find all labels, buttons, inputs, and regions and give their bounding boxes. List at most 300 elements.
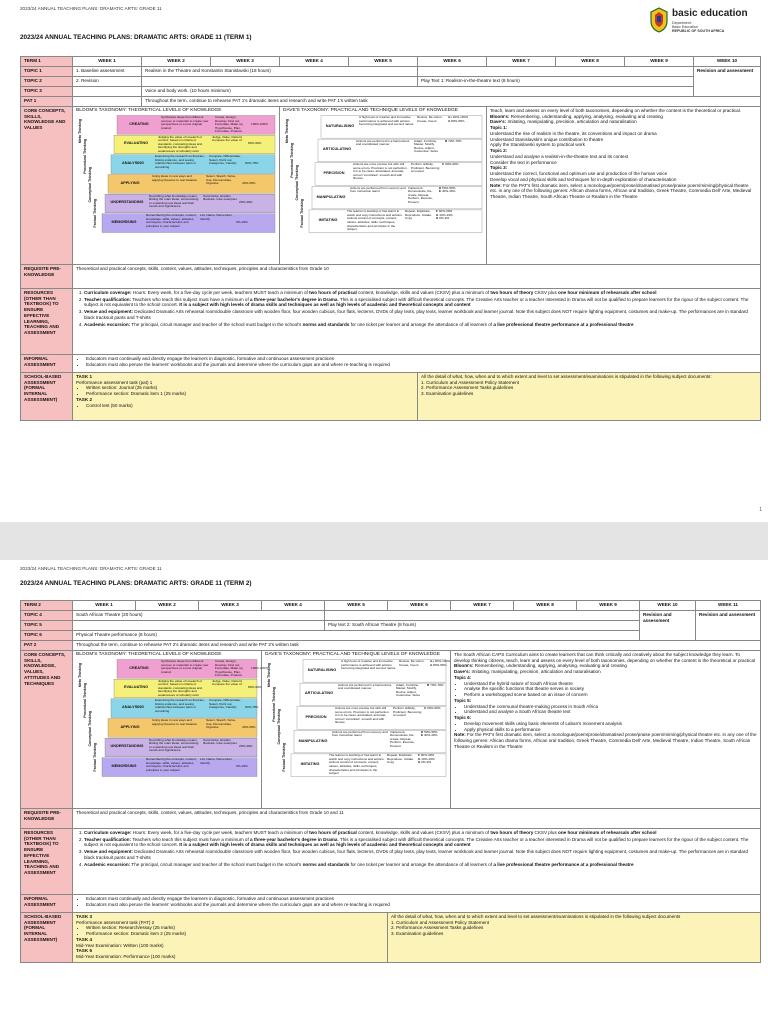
dave-level-verbs: Adapt, Combine, Master, Modify, Revise, Adjust, Customise, Solve	[396, 682, 421, 698]
week-header: WEEK 1	[73, 57, 142, 67]
pat1-label: Performance assessment task (pat) 1	[76, 379, 153, 385]
dave-code: A+	[430, 658, 435, 663]
dave-code: D	[439, 185, 443, 190]
dave-level-name: IMITATING	[318, 218, 338, 223]
bloom-level-pct: 80%-90%	[248, 685, 262, 690]
bloom-level-desc: Judging the value of research or content, based on criteria or standards, comparing ideas and identifying the strengths and weaknesses of scholarly work	[158, 678, 203, 697]
bloom-axis-label: Procedural Thinking	[83, 682, 87, 718]
bloom-axis-label: Factual Thinking	[93, 198, 97, 228]
dave-level-name: MANIPULATING	[316, 194, 346, 199]
resource-text: It is a subject with high levels of drama skills and techniques as well as high levels of academic and theoretical concepts and content	[179, 302, 471, 308]
resource-text: two hours of theory	[490, 290, 534, 295]
dave-code-range: 80%-89%	[432, 662, 447, 667]
dave-level-codes	[439, 187, 473, 194]
bloom-cell	[73, 651, 268, 809]
outcome-heading: Topic 1:	[490, 125, 508, 131]
core-outcomes-list	[490, 108, 757, 200]
dave-level-desc: Actions are performed from memory and from instruction learnt	[350, 185, 406, 194]
list-item: 2. Performance Assessment Tasks guidelines	[421, 385, 514, 391]
outcome-text: Imitating, manipulating, precision, articulation and naturalisation	[506, 119, 637, 125]
topic6-heading: Topic 6:	[454, 715, 472, 721]
dave-code: B	[445, 138, 449, 143]
bloom-level-verbs: Judge, Value, Defend, Compare the value of	[212, 134, 243, 143]
dave-level-codes	[445, 140, 479, 144]
list-item: • Educators must also peruse the learners' workbooks and the journals and determine where the curriculum gaps are and where re-teaching is required	[86, 902, 757, 908]
resource-text: The principal, circuit manager and teacher of the school must budget in the school's	[130, 321, 303, 327]
bloom-level-pct: 100%-100%	[251, 665, 268, 670]
dave-code-row	[436, 217, 470, 221]
outcome-heading: Bloom's:	[454, 663, 474, 669]
list-item: 3. Examination guidelines	[421, 391, 474, 397]
resource-text: Teacher qualification:	[84, 296, 132, 302]
week-header: WEEK 1	[73, 601, 136, 611]
resource-item	[84, 837, 757, 848]
dave-taxonomy	[265, 658, 451, 777]
dave-code: D	[421, 729, 425, 734]
dave-code-row	[445, 140, 479, 144]
resource-item	[84, 309, 757, 320]
list-item: 1. Curriculum and Assessment Policy Statement	[391, 919, 490, 925]
week-header: WEEK 3	[211, 57, 280, 67]
week-header: WEEK 10	[694, 57, 761, 67]
bloom-level-desc: Synthesise ideas from different sources or materials to create new perspectives or a new original product	[161, 114, 209, 130]
logo-sub2: Basic Education	[672, 25, 698, 29]
dave-axis-label: Meta Thinking	[267, 662, 271, 688]
dave-level-name: NATURALISING	[307, 667, 337, 672]
task2-items	[86, 403, 414, 409]
dave-code-range: 0%-9%	[439, 216, 450, 221]
week-header: WEEK 9	[577, 601, 640, 611]
revision-cell: Revision and assessment	[694, 67, 761, 97]
list-item: • Understand the hybrid nature of South African theatre	[464, 681, 757, 687]
logo-sub3: REPUBLIC OF SOUTH AFRICA	[672, 29, 725, 33]
revision-item-cell	[73, 77, 142, 87]
dave-axis-label: Conceptual Thinking	[277, 708, 281, 745]
page-gap	[0, 522, 768, 560]
dave-code-range: 90%-100%	[452, 114, 469, 119]
running-header: 2023/24 ANNUAL TEACHING PLANS: DRAMATIC ARTS: GRADE 11	[20, 6, 162, 11]
bloom-level-name: APPLYING	[120, 724, 140, 729]
resource-text: norms and standards	[302, 861, 350, 867]
list-item: • Analyse the specific functions that theatre serves in society	[464, 686, 757, 692]
dave-axis-label: Conceptual Thinking	[295, 164, 299, 201]
dave-code-range: 10%-19%	[439, 212, 453, 217]
task5-text: Mid-Year Examination: Performance (100 marks)	[76, 954, 176, 960]
dave-code-range: 30%-39%	[438, 209, 453, 214]
topic6-cell: Physical Theatre performance (8 hours)	[73, 631, 640, 641]
logo-name: basic education	[672, 8, 748, 19]
resource-text: Dedicated Dramatic Arts rehearsal room/double classroom with wooden floor, four wooden cubicus, four flats, lecterns, DVDs of play texts, play texts, learner workbook and learner journal. Note this subject does NOT require lighting equipment, costumes and make-up. The performances are in standard black tracksuit pants and T-shirts	[84, 849, 748, 860]
dave-level-verbs: Implement, Demonstrate, Re-create, Repeat, Perform, Execute, Present	[390, 729, 415, 748]
resource-text: Venue and equipment:	[84, 309, 134, 315]
week-header: WEEK 10	[640, 601, 696, 611]
core-label: CORE CONCEPTS, SKILLS, KNOWLEDGE AND VALUES	[21, 107, 73, 265]
resource-text: Curriculum coverage:	[84, 830, 132, 835]
list-item: 3. Examination guidelines	[391, 931, 444, 937]
dave-axis-label: Factual Thinking	[300, 198, 304, 228]
dave-level-name: MANIPULATING	[298, 738, 328, 743]
week-header: WEEK 7	[487, 57, 556, 67]
bloom-level-pct: 20%-39%	[239, 744, 253, 749]
dave-level-verbs: Repeat, Duplicate, Reproduce, Imitate, Copy	[405, 209, 432, 221]
bloom-level-pct: 60%-79%	[245, 161, 259, 166]
bloom-axis-label: Procedural Thinking	[83, 138, 87, 174]
dave-code: A+	[448, 114, 453, 119]
resource-item	[84, 322, 757, 328]
sba-docs	[418, 373, 761, 421]
empty-cell	[73, 97, 142, 107]
dave-code: F	[436, 209, 439, 214]
bloom-level-verbs: Create, Design, Develop, Find out, Formulate, Make up, Hypothesise, Plan, Formulate, Produce	[215, 114, 244, 134]
list-item: • Performance section: Dramatic item 2 (25 marks)	[86, 931, 384, 937]
bloom-axis-label: Conceptual Thinking	[88, 166, 92, 203]
dave-level-name: ARTICULATING	[322, 147, 352, 152]
list-item: • Apply physical skills to a performance	[464, 727, 757, 733]
resource-text: Curriculum coverage:	[84, 290, 132, 295]
sba-intro: All the detail of what, how, when and to which extent and level to set assessment/examinations is stipulated in the following subject documents:	[421, 374, 712, 379]
dave-code: A	[430, 662, 433, 667]
resource-text: a live professional theatre performance at a professional theatre	[493, 321, 634, 327]
topic6-label: TOPIC 6	[21, 631, 73, 641]
revision-cell-2: Revision and assessment	[696, 611, 761, 641]
bloom-level-name: CREATING	[129, 121, 149, 126]
note-text: For the PAT's first dramatic item, select a monologue/poem/prose/dramatised prose/praise poem/miming/physical theatre etc. in any one of the following genres: African drama forms, African oral tradition, Greek Theatre, Commedia Dell' Arte, Medieval Theatre, Indian Theatre, South African Theatre or Realism in the Theatre	[454, 732, 757, 749]
core-outcomes	[487, 107, 761, 265]
dave-level-verbs: Review, Re-vision, Create, Invent	[417, 114, 443, 123]
outcome-heading: Dave's:	[490, 119, 507, 125]
week-header: WEEK 4	[280, 57, 349, 67]
bloom-taxonomy	[76, 115, 276, 233]
term-label: TERM 2	[21, 601, 73, 611]
dave-code-range: 60%-69%	[445, 162, 459, 167]
dave-code: G	[418, 756, 422, 761]
week-header: WEEK 8	[556, 57, 625, 67]
list-item: • Written section: Journal (25 marks)	[86, 385, 414, 391]
bloom-level-desc: Synthesise ideas from different sources or materials to create new perspectives or a new original product	[161, 658, 209, 674]
resource-text: Teachers who teach this subject must have a minimum of	[131, 836, 251, 842]
outcome-text: Remembering, understanding, applying, analysing, evaluating and creating	[509, 113, 663, 119]
week-header: WEEK 7	[451, 601, 514, 611]
bloom-level-name: UNDERSTANDING	[110, 744, 144, 749]
bloom-level-verbs: Judge, Value, Defend, Compare the value of	[212, 678, 243, 687]
resource-text: content, knowledge, skills and values (CKSV) plus a minimum of	[356, 290, 491, 295]
week-header: WEEK 6	[388, 601, 451, 611]
dave-level-desc: Actions are more precise but with still some errors. Precision is not perfection. It is to be clean, articulated, accurate, correct 'controlled', smooth and with finesse	[335, 706, 390, 725]
requisite-cell: Theoretical and practical concepts, skills, content, values, attitudes, techniques, principles and characteristics from Grade 10 and 11	[73, 809, 761, 829]
sba-tasks	[73, 373, 418, 421]
resource-text: two hours of practical	[309, 290, 357, 295]
empty-cell	[142, 77, 418, 87]
resource-item	[84, 849, 757, 860]
pat-cell: Throughout the term, continue to rehearse PAT 1's dramatic items and research and write PAT 1's written task	[142, 97, 761, 107]
bloom-level-desc: Examining the research on theories, linking evidence, and seeing relationships between parts or something	[155, 154, 205, 169]
informal-cell	[73, 355, 761, 373]
dave-level-name: NATURALISING	[325, 123, 355, 128]
dave-axis-label: Meta Thinking	[285, 118, 289, 144]
bloom-level-verbs: List, Name, Remember, Identify	[200, 757, 233, 765]
dave-axis-label: Factual Thinking	[282, 742, 286, 772]
list-item: • Develop movement skills using basic elements of Laban's movement analysis	[464, 721, 757, 727]
resource-text: Venue and equipment:	[84, 849, 134, 855]
dave-title: DAVE'S TAXONOMY: PRACTICAL AND TECHNIQUE LEVELS OF KNOWLEDGE	[283, 108, 458, 113]
topic3-cell: Voice and body work. (10 hours minimum)	[142, 87, 694, 97]
resource-text: It is a subject with high levels of drama skills and techniques as well as high levels of academic and theoretical concepts and content	[179, 842, 471, 848]
bloom-level-name: EVALUATING	[123, 141, 149, 146]
bloom-axis-label: Meta Thinking	[78, 662, 82, 688]
dave-code-range: 10%-19%	[421, 756, 435, 761]
bloom-level-verbs: Select, Sketch, Solve, Use, Demonstrate, Organise	[206, 717, 237, 730]
topic4-label: TOPIC 4	[21, 611, 73, 621]
dave-level-desc: A high level of creative and innovative performance is achieved with actions becoming integrated and second nature	[341, 658, 396, 671]
list-item: 1. Curriculum and Assessment Policy Statement	[421, 379, 520, 385]
week-header: WEEK 2	[142, 57, 211, 67]
baseline-cell	[73, 67, 142, 77]
list-item: • Understand and analyse a South African theatre text	[464, 709, 757, 715]
note-heading: Note:	[454, 732, 466, 738]
resource-text: CKSV plus	[533, 290, 559, 295]
task4-heading: TASK 4	[76, 936, 92, 942]
pat1-items	[86, 385, 414, 396]
resource-text: two hours of practical	[309, 830, 357, 835]
requisite-cell: Theoretical and practical concepts, skills, content, values, attitudes, techniques, principles and characteristics from Grade 10	[73, 265, 761, 289]
resources-label: RESOURCES (OTHER THAN TEXTBOOK) TO ENSURE EFFECTIVE LEARNING, TEACHING AND ASSESSMENT	[21, 829, 73, 895]
task4-text: Mid-Year Examination: Written (100 marks)	[76, 942, 164, 948]
resources-list	[84, 830, 757, 867]
resource-text: Academic excursion:	[84, 861, 131, 867]
sba-intro: All the detail of what, how, when and to which extent and level to set assessment/examinations is stipulated in the following subject documents	[391, 914, 681, 919]
outcome-heading: Note:	[490, 182, 502, 188]
revision-cell: Revision and assessment	[640, 611, 696, 641]
dave-code: C	[424, 706, 428, 711]
requisite-label: REQUISITE PRE-KNOWLEDGE	[21, 809, 73, 829]
empty-cell	[325, 611, 640, 621]
core-outcomes	[451, 651, 761, 809]
resource-item	[84, 290, 757, 296]
dave-code-row	[448, 120, 482, 124]
task5-heading: TASK 5	[76, 948, 92, 954]
bloom-level-verbs: Compare, Differentiate, Select, Point out, Categorise, Classify	[209, 698, 241, 710]
dave-level-codes	[427, 684, 461, 688]
page-term2	[0, 560, 768, 1024]
resource-text: for one ticket per learner and arrange the attendance of all learners of	[349, 861, 494, 867]
resource-text: Hours: Every week, for a five-day cycle per week, teachers MUST teach a minimum of	[131, 830, 310, 835]
requisite-label: REQUISITE PRE-KNOWLEDGE	[21, 265, 73, 289]
week-header: WEEK 5	[325, 601, 388, 611]
topic5-heading: Topic 5:	[454, 697, 472, 703]
dave-code: B	[427, 682, 431, 687]
resource-text: CKSV plus	[533, 830, 559, 835]
resource-text: Dedicated Dramatic Arts rehearsal room/double classroom with wooden floor, four wooden cubicus, four flats, lecterns, DVDs of play texts, play texts, learner workbook and learner journal. Note this subject does NOT require lighting equipment, costumes and make-up. The performances are in standard black tracksuit pants and T-shirts	[84, 309, 748, 320]
informal-cell	[73, 895, 761, 913]
dave-code-row	[421, 734, 455, 738]
dave-code-range: 30%-39%	[420, 753, 435, 758]
bloom-level-verbs: List, Name, Remember, Identify	[200, 213, 233, 221]
resource-text: . This is a specialised subject with difficult theoretical concepts. The Creative Arts teacher or a teacher interested in Drama will not be qualified to prepare learners for the rigour of the subject content. The subject is not equivalent to the school concert.	[84, 836, 749, 848]
resource-item	[84, 862, 757, 868]
bloom-level-pct: 40%-59%	[242, 180, 256, 185]
bloom-level-desc: Remembering the concepts, content, knowledge, skills, values, attitudes, techniques, characteristics and principles in your subject	[146, 757, 197, 772]
outcome-text: Develop vocal and physical skills and techniques for in-depth exploration of characterisation	[490, 176, 677, 182]
baseline-item: 1. Baseline assessment	[76, 68, 125, 73]
topic2-label: TOPIC 2	[21, 77, 73, 87]
dave-level-desc: A high level of creative and innovative performance is achieved with actions becoming integrated and second nature	[359, 114, 414, 127]
dave-code: E	[439, 189, 442, 194]
dave-code: A	[448, 118, 451, 123]
informal-list	[86, 356, 757, 367]
dave-level-codes	[448, 116, 482, 123]
outcome-text: Remembering, understanding, applying, analysing, evaluating and creating	[473, 663, 627, 669]
list-item: • Educators must continually and directly engage the learners in diagnostic, formative and continuous assessment practices	[86, 356, 757, 362]
term1-table	[20, 56, 761, 421]
bloom-axis-label: Conceptual Thinking	[88, 710, 92, 747]
list-item: • Written section: Research/essay (25 marks)	[86, 925, 384, 931]
revision-item: 2. Revision	[76, 78, 99, 83]
topic4-outcomes	[464, 681, 757, 698]
outcome-text: Understand the rise of realism in the theatre, its conventions and impact on drama	[490, 130, 657, 136]
pat-label: PAT 1	[21, 97, 73, 107]
sba-label: SCHOOL-BASED ASSESSMENT (FORMAL INTERNAL ASSESSMENT)	[21, 913, 73, 963]
bloom-level-verbs: Summarise, Explain, Illustrate, Give examples	[203, 193, 237, 202]
bloom-axis-label: Meta Thinking	[78, 118, 82, 144]
dave-cell	[262, 651, 451, 809]
bloom-level-pct: 80%-90%	[248, 141, 262, 146]
week-header: WEEK 5	[349, 57, 418, 67]
dave-level-desc: Actions are performed in a harmonious and coordinated manner	[338, 682, 392, 691]
outcome-text: Teach, learn and assess on every level of both taxonomies, depending on whether the content is the theoretical or practical.	[490, 108, 742, 113]
dave-code-range: 50%-59%	[442, 185, 456, 190]
dave-code-range: 60%-69%	[427, 706, 441, 711]
bloom-level-pct: 20%-39%	[239, 200, 253, 205]
topic1-cell: Realism in the Theatre and Konstantin Stanislavski (18 hours)	[142, 67, 418, 77]
bloom-title: BLOOM'S TAXONOMY: THEORETICAL LEVELS OF KNOWLEDGE	[76, 652, 222, 657]
pat2-label: Performance assessment task (PAT) 2	[76, 919, 155, 925]
core-label: CORE CONCEPTS, SKILLS, KNOWLEDGE, VALUES, ATTITUDES AND TECHNIQUES	[21, 651, 73, 809]
term2-title: 2023/24 ANNUAL TEACHING PLANS: DRAMATIC ARTS: GRADE 11 (TERM 2)	[20, 580, 252, 587]
list-item: • Control test (50 marks)	[86, 403, 414, 409]
bloom-level-desc: Judging the value of research or content, based on criteria or standards, comparing ideas and identifying the strengths and weaknesses of scholarly work	[158, 134, 203, 153]
bloom-level-desc: Using ideas in new ways and applying theories to real situation	[152, 173, 198, 182]
bloom-level-verbs: Create, Design, Develop, Find out, Formulate, Make up, Hypothesise, Plan, Formulate, Produce	[215, 658, 244, 678]
bloom-level-desc: Remembering the concepts, content, knowledge, skills, values, attitudes, techniques, characteristics and principles in your subject	[146, 213, 197, 228]
dave-level-codes	[442, 163, 476, 167]
week-header: WEEK 11	[696, 601, 761, 611]
outcome-heading: Topic 2:	[490, 148, 508, 154]
dave-axis-label: Procedural Thinking	[272, 686, 276, 722]
topic6-outcomes	[464, 721, 757, 732]
task1-heading: TASK 1	[76, 374, 92, 379]
resources-label: RESOURCES (OTHER THAN TEXTBOOK) TO ENSURE EFFECTIVE LEARNING, TEACHING AND ASSESSMENT	[21, 289, 73, 355]
sba-label: SCHOOL-BASED ASSESSMENT (FORMAL INTERNAL ASSESSMENT)	[21, 373, 73, 421]
dave-level-verbs: Implement, Demonstrate, Re-create, Repeat, Perform, Execute, Present	[408, 185, 433, 204]
outcome-heading: Bloom's:	[490, 113, 510, 119]
dave-level-name: PRECISION	[323, 170, 345, 175]
topic4-cell: South African Theatre (20 hours)	[73, 611, 325, 621]
dave-code-row	[424, 707, 458, 711]
dave-code-range: 70%-79%	[430, 682, 444, 687]
week-header: WEEK 6	[418, 57, 487, 67]
resource-item	[84, 830, 757, 836]
dave-level-verbs: Perform skilfully, Proficient, Becoming an expert	[411, 162, 440, 174]
informal-list	[86, 896, 757, 907]
bloom-level-name: UNDERSTANDING	[110, 200, 144, 205]
dave-code: C	[442, 162, 446, 167]
resources-list	[84, 290, 757, 327]
dave-taxonomy	[283, 115, 483, 233]
bloom-level-verbs: Compare, Differentiate, Select, Point out, Categorise, Classify	[209, 154, 241, 166]
core-intro: The South African CAPS Curriculum aims to create learners that can think critically and creatively about the subject knowledge they learn. To develop thinking citizens, teach, learn and assess on every level of both taxonomies, depending on whether the content is the theoretical or practical	[454, 652, 756, 663]
resource-text: Teacher qualification:	[84, 836, 132, 842]
logo-sub1: Department:	[672, 21, 692, 25]
list-item: • Educators must also peruse the learners' workbooks and the journals and determine where the curriculum gaps are and where re-teaching is required	[86, 362, 757, 368]
dave-code-range: 40%-49%	[423, 733, 438, 738]
pat-label: PAT 2	[21, 641, 73, 651]
dave-level-desc: Actions are performed in a harmonious and coordinated manner	[356, 138, 410, 147]
bloom-level-verbs: Summarise, Explain, Illustrate, Give examples	[203, 737, 237, 746]
dave-code-range: 40%-49%	[441, 189, 456, 194]
dave-code: F	[418, 753, 421, 758]
dave-level-codes	[430, 660, 464, 667]
dbe-logo	[648, 6, 756, 36]
bloom-level-name: CREATING	[129, 665, 149, 670]
outcome-line	[490, 183, 757, 200]
topic2-cell: Play Text 1: Realism-in-the-theatre text (8 hours)	[418, 77, 694, 87]
resource-text: Academic excursion:	[84, 321, 131, 327]
list-item: • Perform a workshopped scene based on an issue of concern	[464, 692, 757, 698]
resource-item	[84, 297, 757, 308]
bloom-level-name: EVALUATING	[123, 685, 149, 690]
sba-doc-list	[391, 920, 757, 937]
resource-text: a three-year bachelor's degree in Drama	[250, 836, 338, 842]
task2-heading: TASK 2	[76, 396, 92, 402]
outcome-text: Understand the correct, functional and optimum use and production of the human voice	[490, 171, 668, 177]
outcome-text: Imitating, manipulating, precision, articulation and naturalisation	[470, 669, 601, 675]
task3-heading: TASK 3	[76, 914, 92, 919]
week-header: WEEK 8	[514, 601, 577, 611]
bloom-cell	[73, 107, 280, 265]
dave-code: G	[436, 212, 440, 217]
bloom-level-name: MEMORISING	[111, 764, 137, 769]
resource-text: Hours: Every week, for a five-day cycle per week, teachers MUST teach a minimum of	[131, 290, 310, 295]
informal-label: INFORMAL ASSESSMENT	[21, 895, 73, 913]
bloom-level-pct: 60%-79%	[245, 705, 259, 710]
list-item: • Performance section: Dramatic item 1 (25 marks)	[86, 391, 414, 397]
dave-code: H	[418, 760, 422, 765]
dave-level-codes	[418, 754, 452, 765]
bloom-level-desc: Examining the research on theories, linking evidence, and seeing relationships between parts or something	[155, 698, 205, 713]
dave-level-desc: The learner is learning or has learnt to watch and copy instructions and actions. Actions consist of concepts, content, values, attitudes, skills, techniques, characteristics and principles in the subject	[329, 753, 385, 776]
dave-level-verbs: Perform skilfully, Proficient, Becoming an expert	[393, 706, 422, 718]
bloom-axis-label: Factual Thinking	[93, 742, 97, 772]
dave-code-row	[427, 684, 461, 688]
outcome-text: Understand Stanislavski's unique contribution to theatre	[490, 136, 604, 142]
bloom-level-desc: Describing what knowledge means, finding the main ideas, summarising or explaining new ideas and their trends and significance	[149, 737, 199, 753]
dave-level-verbs: Repeat, Duplicate, Reproduce, Imitate, Copy	[387, 753, 414, 765]
outcome-text: Understand and analyse a realism-in-the-theatre text and its context	[490, 153, 629, 159]
sba-tasks	[73, 913, 388, 963]
dave-code-range: 0%-9%	[421, 760, 432, 765]
list-item: • Educators must continually and directly engage the learners in diagnostic, formative and continuous assessment practices	[86, 896, 757, 902]
dave-level-desc: Actions are performed from memory and from instruction learnt	[332, 729, 388, 738]
note	[454, 732, 757, 749]
dave-level-verbs: Adapt, Combine, Master, Modify, Revise, Adjust, Customise, Solve	[414, 138, 439, 154]
resource-text: a three-year bachelor's degree in Drama	[250, 296, 338, 302]
bloom-level-name: APPLYING	[120, 180, 140, 185]
resource-text: . This is a specialised subject with difficult theoretical concepts. The Creative Arts teacher or a teacher interested in Drama will not be qualified to prepare learners for the rigour of the subject content. The subject is not equivalent to the school concert.	[84, 296, 749, 308]
sba-doc-list	[421, 380, 757, 397]
dave-level-name: ARTICULATING	[304, 691, 334, 696]
dave-code-range: 90%-100%	[434, 658, 451, 663]
bloom-level-desc: Describing what knowledge means, finding the main ideas, summarising or explaining new ideas and their trends and significance	[149, 193, 199, 209]
